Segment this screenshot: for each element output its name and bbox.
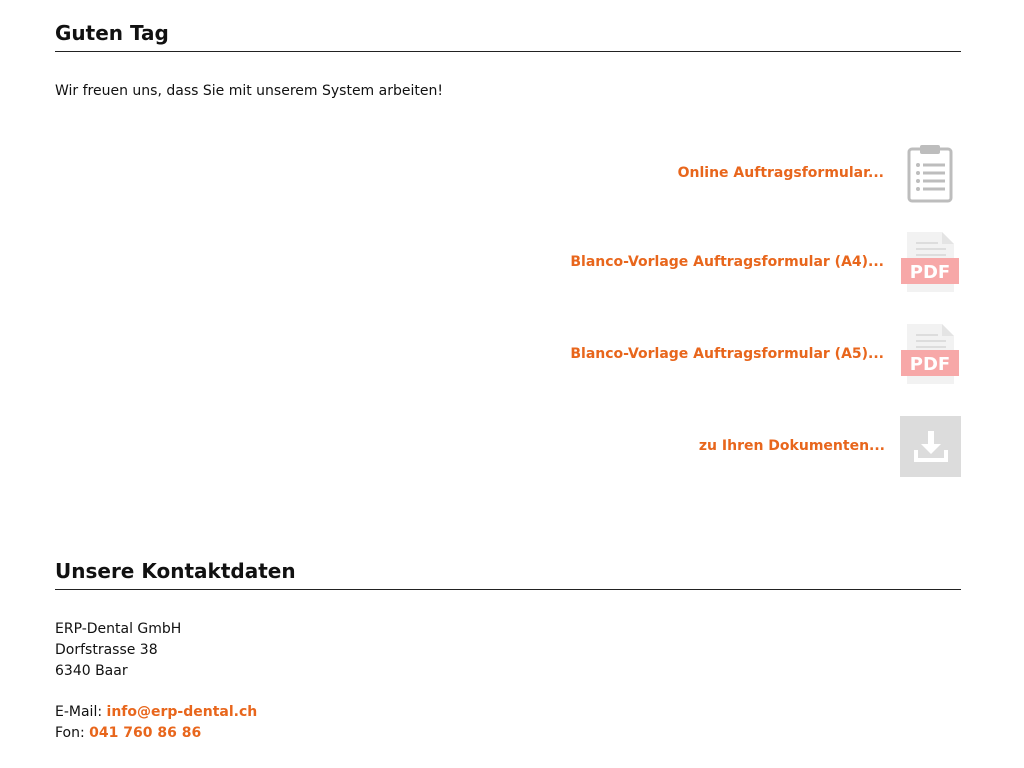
email-link[interactable]: info@erp-dental.ch [106, 704, 258, 720]
documents-link[interactable] [55, 414, 961, 478]
documents-label[interactable]: zu Ihren Dokumenten... [698, 438, 885, 454]
pdf-icon[interactable] [899, 231, 961, 293]
phone-row [55, 723, 201, 744]
online-order-form-label[interactable]: Online Auftragsformular... [677, 165, 884, 181]
city-address: 6340 Baar [55, 663, 128, 679]
email-row [55, 702, 257, 723]
email-label: E-Mail: [55, 704, 107, 720]
phone-label: Fon: [55, 725, 90, 741]
blank-template-a5-label[interactable]: Blanco-Vorlage Auftragsformular (A5)... [570, 346, 884, 362]
svg-text:PDF: PDF [909, 354, 951, 375]
blank-template-a4-link[interactable] [55, 230, 961, 294]
street-address: Dorfstrasse 38 [55, 642, 158, 658]
clipboard-icon[interactable] [899, 142, 961, 204]
greeting-title: Guten Tag [55, 21, 961, 52]
pdf-icon[interactable] [899, 323, 961, 385]
svg-text:PDF: PDF [909, 262, 951, 283]
online-order-form-link[interactable] [55, 141, 961, 205]
intro-text: Wir freuen uns, dass Sie mit unserem System arbeiten! [55, 83, 443, 99]
blank-template-a4-label[interactable]: Blanco-Vorlage Auftragsformular (A4)... [570, 254, 884, 270]
phone-link[interactable]: 041 760 86 86 [89, 725, 202, 741]
company-name: ERP-Dental GmbH [55, 621, 182, 637]
download-icon[interactable] [900, 416, 961, 477]
blank-template-a5-link[interactable] [55, 322, 961, 386]
contact-title: Unsere Kontaktdaten [55, 559, 961, 590]
